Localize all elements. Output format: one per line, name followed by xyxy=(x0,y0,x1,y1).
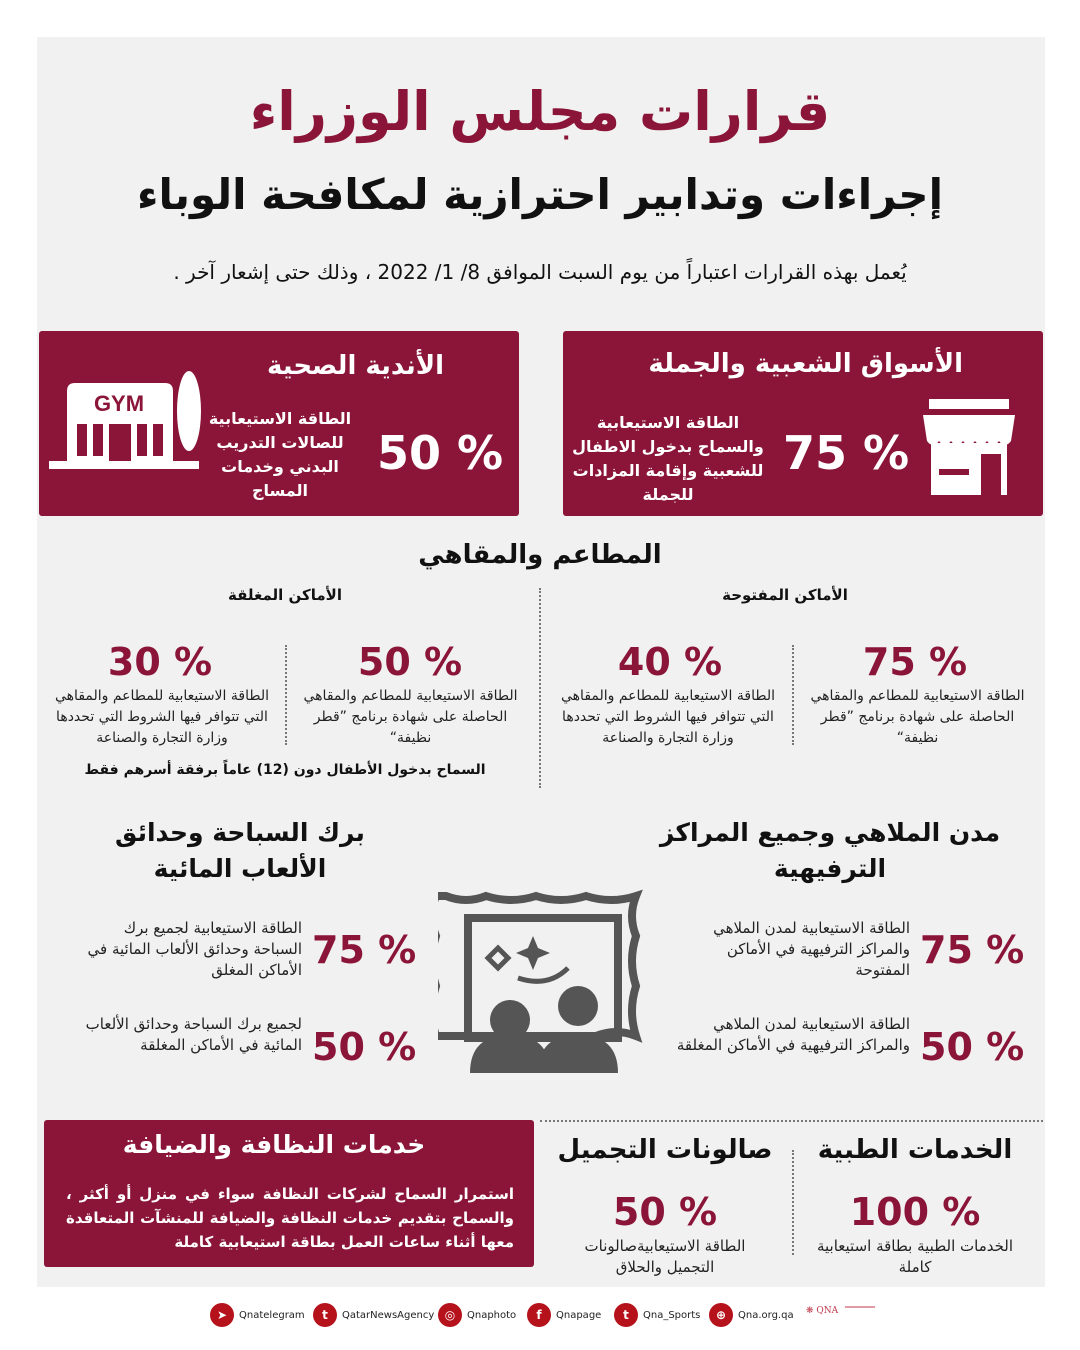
telegram-link[interactable] xyxy=(210,1303,305,1327)
restaurant-value: 50 % xyxy=(357,640,463,684)
intro-text: يُعمل بهذه القرارات اعتباراً من يوم السبت الموافق 8/ 1/ 2022 ، وذلك حتى إشعار آخر . xyxy=(173,260,907,284)
salons-text: الطاقة الاستيعابيةصالونات التجميل والحلاق xyxy=(584,1237,746,1276)
twitter-icon: t xyxy=(313,1303,337,1327)
restaurant-value: 75 % xyxy=(862,640,968,684)
website-label: Qna.org.qa xyxy=(738,1309,794,1321)
twitter-icon: t xyxy=(614,1303,638,1327)
gyms-value: 50 % xyxy=(377,426,504,480)
divider xyxy=(792,645,794,745)
entertainment-screen-icon xyxy=(438,888,648,1073)
markets-value: 75 % xyxy=(783,426,910,480)
medical-text: الخدمات الطبية بطاقة استيعابية كاملة xyxy=(816,1237,1014,1276)
amusement-value: 75 % xyxy=(920,928,1025,972)
instagram-icon: ◎ xyxy=(438,1303,462,1327)
telegram-label: Qnatelegram xyxy=(239,1309,305,1321)
instagram-link[interactable] xyxy=(438,1303,516,1327)
children-note: السماح بدخول الأطفال دون (12) عاماً برفقة أسرهم فقط xyxy=(84,762,486,778)
gyms-text: الطاقة الاستيعابية للصالات التدريب البدني وخدمات المساج xyxy=(208,409,352,500)
amusement-title: مدن الملاهي وجميع المراكز الترفيهية xyxy=(659,818,1001,883)
pools-value: 50 % xyxy=(312,1025,417,1069)
amusement-text: الطاقة الاستيعابية لمدن الملاهي والمراكز الترفيهية في الأماكن المغلقة xyxy=(676,1015,910,1054)
restaurant-value: 30 % xyxy=(107,640,213,684)
website-link[interactable] xyxy=(709,1303,794,1327)
facebook-icon: f xyxy=(527,1303,551,1327)
cleaning-title: خدمات النظافة والضيافة xyxy=(122,1130,426,1159)
pools-title: برك السباحة وحدائق الألعاب المائية xyxy=(115,818,365,883)
qna-logo: ❋ QNA xyxy=(806,1306,839,1316)
divider xyxy=(539,588,541,788)
divider xyxy=(285,645,287,745)
restaurants-title: المطاعم والمقاهي xyxy=(418,540,662,570)
pools-text: لجميع برك السباحة وحدائق الألعاب المائية في الأماكن المغلقة xyxy=(85,1015,302,1054)
gyms-card xyxy=(39,331,519,516)
qna-logo-wordmark xyxy=(845,1306,875,1320)
amusement-text: الطاقة الاستيعابية لمدن الملاهي والمراكز الترفيهية في الأماكن المفتوحة xyxy=(713,919,910,979)
divider xyxy=(792,1150,794,1255)
amusement-value: 50 % xyxy=(920,1025,1025,1069)
gym-building-icon xyxy=(47,369,207,479)
restaurant-text: الطاقة الاستيعابية للمطاعم والمقاهي الحاصلة على شهادة برنامج ”قطر نظيفة“ xyxy=(303,688,518,746)
globe-icon: ⊕ xyxy=(709,1303,733,1327)
cleaning-card xyxy=(44,1120,534,1267)
pools-text: الطاقة الاستيعابية لجميع برك السباحة وحدائق الألعاب المائية في الأماكن المغلق xyxy=(87,919,302,979)
twitter-sports-label: Qna_Sports xyxy=(643,1309,701,1321)
restaurant-text: الطاقة الاستيعابية للمطاعم والمقاهي التي تتوافر فيها الشروط التي تحددها وزارة التجارة والصناعة xyxy=(55,688,269,746)
pools-value: 75 % xyxy=(312,928,417,972)
restaurant-text: الطاقة الاستيعابية للمطاعم والمقاهي الحاصلة على شهادة برنامج ”قطر نظيفة“ xyxy=(810,688,1025,746)
restaurant-text: الطاقة الاستيعابية للمطاعم والمقاهي التي تتوافر فيها الشروط التي تحددها وزارة التجارة والصناعة xyxy=(561,688,775,746)
facebook-label: Qnapage xyxy=(556,1309,602,1321)
main-title: قرارات مجلس الوزراء xyxy=(249,80,831,143)
medical-title: الخدمات الطبية xyxy=(817,1135,1013,1165)
gyms-title: الأندية الصحية xyxy=(266,351,444,381)
salons-value: 50 % xyxy=(612,1190,718,1234)
subtitle: إجراءات وتدابير احترازية لمكافحة الوباء xyxy=(137,170,943,219)
markets-title: الأسواق الشعبية والجملة xyxy=(648,349,963,379)
twitter-sports-link[interactable] xyxy=(614,1303,700,1327)
divider xyxy=(540,1120,1043,1122)
open-places-label: الأماكن المفتوحة xyxy=(722,586,848,604)
facebook-link[interactable] xyxy=(527,1303,601,1327)
markets-text: الطاقة الاستيعابية والسماح بدخول الاطفال للشعبية وإقامة المزادات للجملة xyxy=(572,413,764,504)
medical-value: 100 % xyxy=(849,1190,981,1234)
gym-logo-text: GYM xyxy=(93,391,145,416)
telegram-icon: ➤ xyxy=(210,1303,234,1327)
salons-title: صالونات التجميل xyxy=(557,1135,773,1165)
closed-places-label: الأماكن المغلقة xyxy=(228,586,342,604)
instagram-label: Qnaphoto xyxy=(467,1309,517,1321)
market-stall-icon xyxy=(921,399,1017,499)
twitter-link[interactable] xyxy=(313,1303,434,1327)
cleaning-text: استمرار السماح لشركات النظافة سواء في منزل أو أكثر ، والسماح بتقديم خدمات النظافة والضيافة للمنشآت المتعاقدة معها أثناء ساعات العمل بطاقة استيعابية كاملة xyxy=(66,1185,514,1251)
twitter-label: QatarNewsAgency xyxy=(342,1309,435,1321)
restaurant-value: 40 % xyxy=(617,640,723,684)
markets-card xyxy=(563,331,1043,516)
